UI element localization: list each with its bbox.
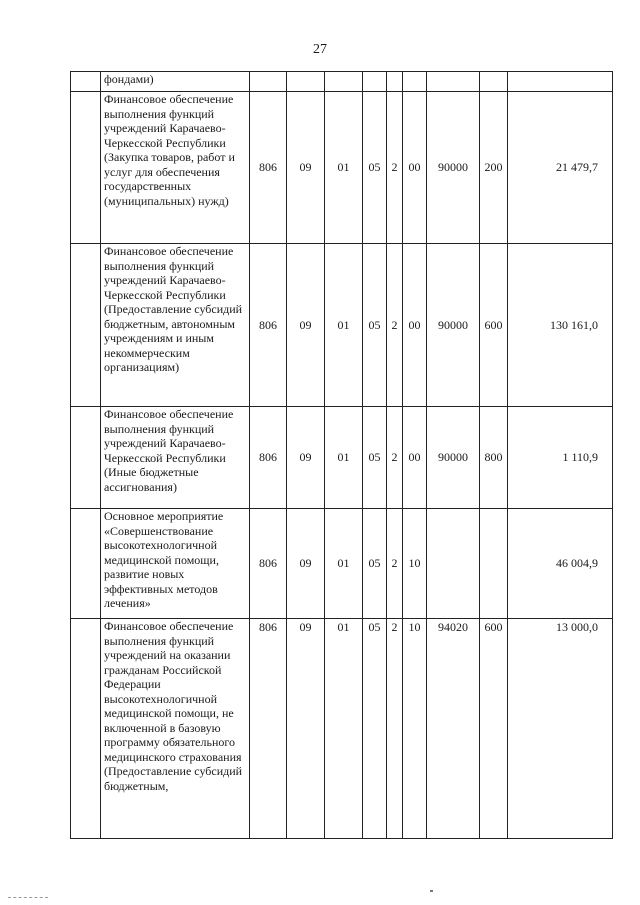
event-code-cell: 10 [403, 619, 427, 839]
number-cell [71, 72, 101, 92]
amount-cell [508, 72, 613, 92]
event-code-cell: 00 [403, 407, 427, 509]
direction-code-cell [427, 72, 480, 92]
amount-cell: 46 004,9 [508, 509, 613, 619]
expense-type-code-cell: 200 [480, 92, 508, 244]
table-row [71, 72, 613, 92]
description-cell: Финансовое обеспечение выполнения функций учреждений Карачаево-Черкесской Республики (Закупка товаров, работ и услуг для обеспечения государственных (муниципальных) нужд) [101, 92, 250, 244]
event-code-cell: 10 [403, 509, 427, 619]
subprogram-code-cell: 2 [387, 619, 403, 839]
section-code-cell: 09 [287, 619, 325, 839]
subsection-code-cell [325, 72, 363, 92]
scan-edge-mark [8, 897, 48, 899]
amount-cell: 21 479,7 [508, 92, 613, 244]
direction-code-cell [427, 509, 480, 619]
number-cell [71, 619, 101, 839]
event-code-cell: 00 [403, 244, 427, 407]
section-code-cell [287, 72, 325, 92]
table-row [71, 407, 613, 509]
scan-speck [430, 890, 433, 892]
direction-code-cell: 90000 [427, 92, 480, 244]
description-cell: Финансовое обеспечение выполнения функций учреждений Карачаево-Черкесской Республики (Предоставление субсидий бюджетным, автономным учреждениям и иным некоммерческим организациям) [101, 244, 250, 407]
admin-code-cell [250, 72, 287, 92]
table-row [71, 509, 613, 619]
subprogram-code-cell: 2 [387, 244, 403, 407]
number-cell [71, 407, 101, 509]
description-cell: Основное мероприятие «Совершенствование высокотехнологичной медицинской помощи, развитие новых эффективных методов лечения» [101, 509, 250, 619]
event-code-cell [403, 72, 427, 92]
amount-cell: 130 161,0 [508, 244, 613, 407]
expense-type-code-cell: 600 [480, 244, 508, 407]
program-code-cell: 05 [363, 509, 387, 619]
expense-type-code-cell: 600 [480, 619, 508, 839]
admin-code-cell: 806 [250, 619, 287, 839]
program-code-cell [363, 72, 387, 92]
section-code-cell: 09 [287, 509, 325, 619]
program-code-cell: 05 [363, 92, 387, 244]
description-cell: фондами) [101, 72, 250, 92]
direction-code-cell: 90000 [427, 407, 480, 509]
budget-table [70, 71, 613, 839]
table-row [71, 92, 613, 244]
subprogram-code-cell: 2 [387, 509, 403, 619]
expense-type-code-cell [480, 509, 508, 619]
budget-table-body [71, 72, 613, 839]
subsection-code-cell: 01 [325, 92, 363, 244]
direction-code-cell: 90000 [427, 244, 480, 407]
amount-cell: 1 110,9 [508, 407, 613, 509]
amount-cell: 13 000,0 [508, 619, 613, 839]
page-number: 27 [313, 42, 327, 57]
description-cell: Финансовое обеспечение выполнения функций учреждений Карачаево-Черкесской Республики (Иные бюджетные ассигнования) [101, 407, 250, 509]
direction-code-cell: 94020 [427, 619, 480, 839]
subsection-code-cell: 01 [325, 244, 363, 407]
subprogram-code-cell: 2 [387, 92, 403, 244]
section-code-cell: 09 [287, 244, 325, 407]
program-code-cell: 05 [363, 619, 387, 839]
description-cell: Финансовое обеспечение выполнения функций учреждений на оказании гражданам Российской Федерации высокотехнологичной медицинской помощи, не включенной в базовую программу обязательного медицинского страхования (Предоставление субсидий бюджетным, [101, 619, 250, 839]
admin-code-cell: 806 [250, 244, 287, 407]
subsection-code-cell: 01 [325, 509, 363, 619]
subsection-code-cell: 01 [325, 407, 363, 509]
admin-code-cell: 806 [250, 407, 287, 509]
program-code-cell: 05 [363, 407, 387, 509]
table-row [71, 619, 613, 839]
table-row [71, 244, 613, 407]
expense-type-code-cell [480, 72, 508, 92]
number-cell [71, 244, 101, 407]
admin-code-cell: 806 [250, 92, 287, 244]
number-cell [71, 92, 101, 244]
program-code-cell: 05 [363, 244, 387, 407]
number-cell [71, 509, 101, 619]
subprogram-code-cell [387, 72, 403, 92]
admin-code-cell: 806 [250, 509, 287, 619]
expense-type-code-cell: 800 [480, 407, 508, 509]
event-code-cell: 00 [403, 92, 427, 244]
section-code-cell: 09 [287, 92, 325, 244]
section-code-cell: 09 [287, 407, 325, 509]
subprogram-code-cell: 2 [387, 407, 403, 509]
subsection-code-cell: 01 [325, 619, 363, 839]
